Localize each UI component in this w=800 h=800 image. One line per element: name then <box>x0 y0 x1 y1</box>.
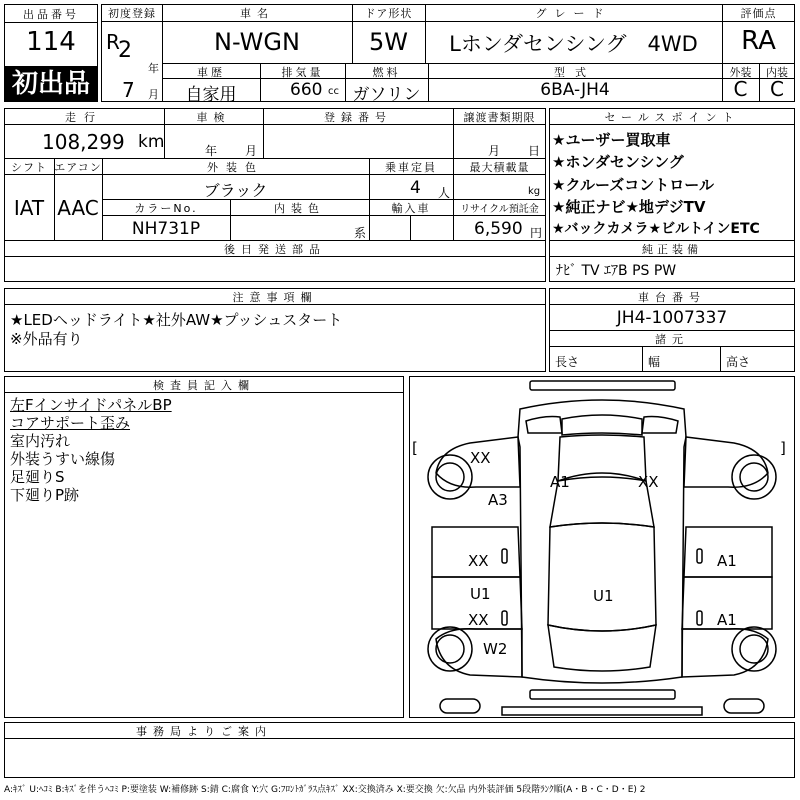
chassis-number: JH4-1007337 <box>616 308 728 328</box>
displacement: 660 <box>290 80 323 100</box>
capacity: 4 <box>410 178 421 198</box>
recycle-label: リサイクル預託金 <box>460 204 539 215</box>
interior-label: 内装 <box>766 66 788 79</box>
interior-grade: C <box>770 77 784 101</box>
exterior-label: 外装 <box>729 66 752 79</box>
capacity-label: 乗車定員 <box>385 161 437 174</box>
model: 6BA-JH4 <box>540 80 610 100</box>
inspection-year-unit: 年 <box>205 144 218 158</box>
era: R <box>106 30 120 54</box>
recycle: 6,590 <box>474 219 523 239</box>
footer-legend: A:ｷｽﾞ U:ﾍｺﾐ B:ｷｽﾞを伴うﾍｺﾐ P:要塗装 W:補修跡 S:錆 C:腐食 Y:穴 G:ﾌﾛﾝﾄｶﾞﾗｽ点ｷｽﾞ XX:交換済み X:要交換 欠:欠品 内外装評価 5段階ﾗﾝｸ順(A・B・C・D・E) 2 <box>4 785 646 795</box>
equipment-label: 純正装備 <box>642 243 702 256</box>
chassis-label: 車台番号 <box>638 291 706 304</box>
color: ブラック <box>203 181 268 200</box>
mark-l-rear-door-u: U1 <box>470 585 491 603</box>
mark-l-front-door: XX <box>468 552 489 570</box>
width-label: 幅 <box>648 355 661 369</box>
mark-fl-fender: XX <box>470 449 491 467</box>
later-parts-label: 後日発送部品 <box>224 243 326 256</box>
lot-label: 出品番号 <box>23 8 79 21</box>
ac-label: エアコン <box>54 161 102 174</box>
mileage: 108,299 <box>42 130 125 154</box>
mark-fl-pillar: A3 <box>488 491 508 509</box>
mark-r-rear-door: A1 <box>717 611 737 629</box>
car-name: N-WGN <box>214 28 300 56</box>
load-label: 最大積載量 <box>469 161 530 174</box>
shift: IAT <box>13 196 45 220</box>
bracket-close: ] <box>780 439 786 457</box>
mark-l-rear-door-x: XX <box>468 611 489 629</box>
notes-line: ※外品有り <box>10 330 83 348</box>
sales-points-label: セールスポイント <box>604 111 740 124</box>
dims-label: 諸元 <box>655 333 689 346</box>
score: RA <box>741 26 776 56</box>
inspector-note-line: 左FインサイドパネルBP <box>10 396 172 414</box>
shift-label: シフト <box>11 161 47 174</box>
length-label: 長さ <box>555 355 580 369</box>
mark-hood: A1 <box>550 473 570 491</box>
displacement-label: 排気量 <box>281 66 324 79</box>
transfer-label: 譲渡書類期限 <box>463 111 536 124</box>
inspection-month-unit: 月 <box>245 144 258 158</box>
reg-month: 7 <box>122 78 135 102</box>
color-no: NH731P <box>131 219 201 239</box>
int-color-unit: 系 <box>354 226 367 240</box>
car-name-label: 車名 <box>240 7 274 20</box>
inspector-note-line: 室内汚れ <box>10 432 71 450</box>
plate-label: 登録番号 <box>324 111 392 124</box>
history: 自家用 <box>185 85 237 105</box>
notes-line: ★LEDヘッドライト★社外AW★プッシュスタート <box>10 311 343 329</box>
inspector-note-line: 下廻りP跡 <box>10 486 80 504</box>
recycle-unit: 円 <box>530 226 543 240</box>
exterior-grade: C <box>733 77 748 101</box>
capacity-unit: 人 <box>438 186 451 200</box>
fuel: ガソリン <box>352 85 421 105</box>
door-type: 5W <box>369 28 408 56</box>
sales-point: ★ユーザー買取車 <box>552 131 671 149</box>
model-label: 型式 <box>554 66 596 79</box>
reg-label: 初度登録 <box>108 7 156 20</box>
sales-point: ★ホンダセンシング <box>552 153 684 171</box>
inspection-label: 車検 <box>196 111 231 124</box>
inspector-label: 検査員記入欄 <box>153 379 255 392</box>
inspector-note-line: 外装うすい線傷 <box>10 450 116 468</box>
mark-roof: U1 <box>593 587 614 605</box>
equipment: ﾅﾋﾞ TV ｴｱB PS PW <box>556 263 677 279</box>
lot-number: 114 <box>26 27 76 57</box>
sales-point: ★純正ナビ★地デジTV <box>552 198 706 216</box>
fuel-label: 燃料 <box>372 66 401 79</box>
inspector-note-line: 足廻りS <box>10 468 65 486</box>
history-label: 車歴 <box>197 66 225 79</box>
inspector-notes <box>10 396 172 504</box>
int-color-label: 内装色 <box>274 202 325 215</box>
sales-point: ★クルーズコントロール <box>552 176 714 194</box>
car-damage-diagram <box>410 377 794 717</box>
office-label: 事務局よりご案内 <box>136 725 272 738</box>
mark-fr-fender: XX <box>638 473 659 491</box>
bracket-open: [ <box>412 439 418 457</box>
mileage-label: 走行 <box>65 111 103 124</box>
color-label: 外装色 <box>207 161 264 174</box>
grade-label: グレード <box>535 7 612 20</box>
transfer-day-unit: 日 <box>528 144 541 158</box>
import-label: 輸入車 <box>391 202 431 215</box>
mark-l-rear-wheel: W2 <box>483 640 508 658</box>
grade: Lホンダセンシング 4WD <box>449 32 698 56</box>
reg-year: 2 <box>118 38 132 63</box>
year-unit: 年 <box>148 62 159 75</box>
ac: AAC <box>57 196 99 220</box>
notes-label: 注意事項欄 <box>232 291 318 304</box>
displacement-unit: cc <box>328 86 339 97</box>
damage-diagram-box <box>409 376 795 718</box>
score-label: 評価点 <box>740 7 777 20</box>
load-unit: kg <box>528 186 541 197</box>
first-listing-badge: 初出品 <box>4 66 98 102</box>
sales-point: ★バックカメラ★ビルトインETC <box>552 221 760 237</box>
inspector-note-line: コアサポート歪み <box>10 414 131 432</box>
mileage-unit: km <box>138 132 165 152</box>
month-unit: 月 <box>148 88 159 101</box>
door-label: ドア形状 <box>364 7 413 20</box>
height-label: 高さ <box>726 355 751 369</box>
color-no-label: カラーNo. <box>134 202 198 215</box>
mark-r-front-door: A1 <box>717 552 737 570</box>
transfer-month-unit: 月 <box>488 144 501 158</box>
